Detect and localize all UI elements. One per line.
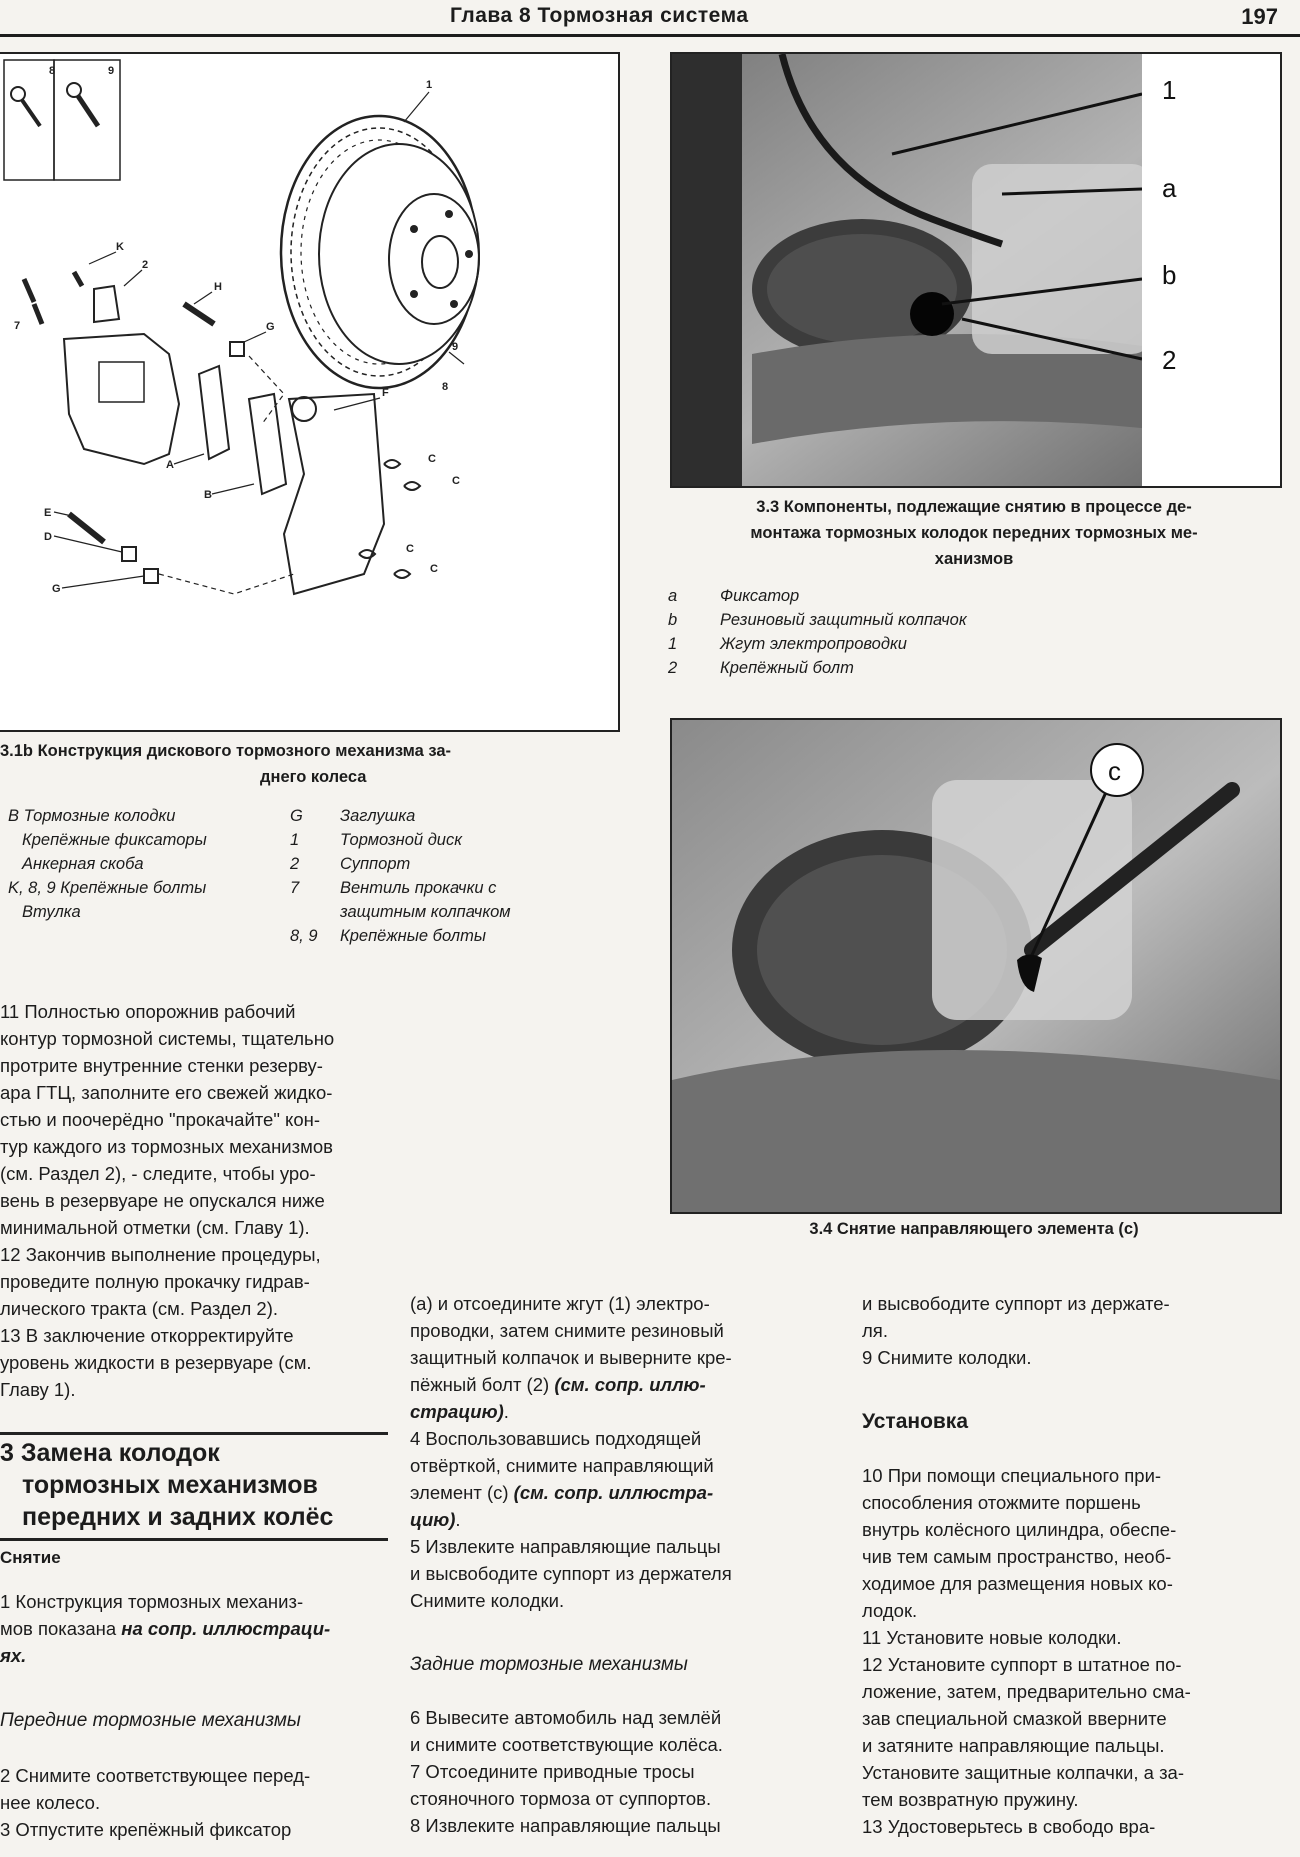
col3-text-top: и высвободите суппорт из держате- ля. 9 Снимите колодки. — [862, 1293, 1170, 1368]
fig-3-1b-legend-left: B Тормозные колодки Крепёжные фиксаторы Анкерная скоба K, 8, 9 Крепёжные болты Втулка — [8, 807, 207, 921]
anchor-bracket — [284, 394, 384, 594]
callout-label: 2 — [1162, 345, 1177, 375]
fig-3-1b-legend-right: G Заглушка 1 Тормозной диск 2 Суппорт 7 Вентиль прокачки с защитным колпачком 8, 9 Крепёжные болты — [290, 807, 511, 945]
callout-label: c — [1108, 756, 1121, 786]
photo-3-3-front-caliper — [670, 52, 1282, 488]
section-title: 3 Замена колодок тормозных механизмов передних и задних колёс — [0, 1439, 334, 1531]
col1-step-1: 1 Конструкция тормозных механиз- мов показана на сопр. иллюстраци- ях. — [0, 1591, 331, 1666]
col2-text: (a) и отсоедините жгут (1) электро- проводки, затем снимите резиновый защитный колпачок и выверните кре- пёжный болт (2) (см. сопр. иллю- страцию). 4 Воспользовавшись подходящей отвёрткой, снимите направляющий элемент (с) (см. сопр. иллюстра- цию). 5 Извлеките направляющие пальцы и высвободите суппорт из держателя Снимите колодки. — [410, 1293, 732, 1611]
callout-label: C — [452, 475, 460, 487]
callout-label: b — [1162, 260, 1177, 290]
bolt-icon — [67, 83, 98, 126]
exploded-view-drawing — [0, 54, 618, 730]
section-divider — [0, 1538, 388, 1541]
callout-label: A — [166, 459, 174, 471]
section-divider — [0, 1432, 388, 1435]
col1-step-2: 2 Снимите соответствующее перед- нее колесо. 3 Отпустите крепёжный фиксатор — [0, 1765, 311, 1840]
removal-heading: Снятие — [0, 1548, 61, 1567]
rear-brake-exploded-diagram — [0, 52, 620, 732]
callout-label: 9 — [108, 65, 115, 77]
fig-3-4-caption: 3.4 Снятие направляющего элемента (с) — [809, 1220, 1139, 1238]
install-heading: Установка — [862, 1410, 968, 1433]
callout-label: 8 — [49, 65, 56, 77]
callout-label: H — [214, 281, 222, 293]
caliper-photo — [672, 54, 1280, 486]
callout-label: D — [44, 531, 52, 543]
rear-brakes-heading: Задние тормозные механизмы — [410, 1654, 688, 1675]
col3-text: 10 При помощи специального при- способления отожмите поршень внутрь колёсного цилиндра, обеспе- чив тем самым пространство, необ- ходимое для размещения новых ко- лодок. 11 Установите новые колодки. 12 Установите суппорт в штатное по- ложение, затем, предварительно сма- зав специальной смазкой вверните и затяните направляющие пальцы. Установите защитные колпачки, а за- тем возвратную пружину. 13 Удостоверьтесь в свободо вра- — [862, 1465, 1191, 1837]
callout-label: K — [116, 241, 124, 253]
header-rule — [0, 34, 1300, 37]
caliper — [64, 286, 179, 464]
callout-label: 1 — [426, 79, 433, 91]
fig-3-3-caption: 3.3 Компоненты, подлежащие снятию в процессе де- монтажа тормозных колодок передних тормозных ме- ханизмов — [750, 498, 1198, 568]
callout-label: C — [406, 543, 414, 555]
front-brakes-heading: Передние тормозные механизмы — [0, 1710, 301, 1731]
callout-label: 7 — [14, 320, 21, 332]
col2-text-bottom: 6 Вывесите автомобиль над землёй и снимите соответствующие колёса. 7 Отсоедините приводные тросы стояночного тормоза от суппортов. 8 Извлеките направляющие пальцы — [410, 1707, 723, 1836]
callout-label: G — [52, 583, 61, 595]
brake-pad — [199, 366, 286, 494]
callout-label: 1 — [1162, 75, 1177, 105]
callout-label: F — [382, 387, 389, 399]
col1-text-top: 11 Полностью опорожнив рабочий контур тормозной системы, тщательно протрите внутренние стенки резерву- ара ГТЦ, заполните его свежей жидко- стью и поочерёдно "прокачайте" кон- тур каждого из тормозных механизмов (см. Раздел 2), - следите, чтобы уро- вень в резервуаре не опускался ниже минимальной отметки (см. Главу 1). 12 Закончив выполнение процедуры, проведите полную прокачку гидрав- лического тракта (см. Раздел 2). 13 В заключение откорректируйте уровень жидкости в резервуаре (см. Главу 1). — [0, 1001, 335, 1400]
callout-label: a — [1162, 173, 1177, 203]
callout-label: B — [204, 489, 212, 501]
photo-3-4-guide-removal — [670, 718, 1282, 1214]
chapter-title: Глава 8 Тормозная система — [450, 4, 749, 27]
callout-label: 2 — [142, 259, 149, 271]
callout-label: C — [428, 453, 436, 465]
guide-removal-photo — [672, 720, 1280, 1212]
bolt-icon — [11, 87, 40, 126]
callout-label: 9 — [452, 341, 459, 353]
callout-label: E — [44, 507, 52, 519]
callout-label: 8 — [442, 381, 449, 393]
callout-label: C — [430, 563, 438, 575]
brake-disc — [281, 116, 479, 388]
fig-3-1b-caption: 3.1b Конструкция дискового тормозного механизма за- днего колеса — [0, 742, 452, 786]
page-number: 197 — [1241, 4, 1278, 29]
fig-3-3-legend: a Фиксатор b Резиновый защитный колпачок 1 Жгут электропроводки 2 Крепёжный болт — [668, 587, 967, 677]
callout-label: G — [266, 321, 275, 333]
